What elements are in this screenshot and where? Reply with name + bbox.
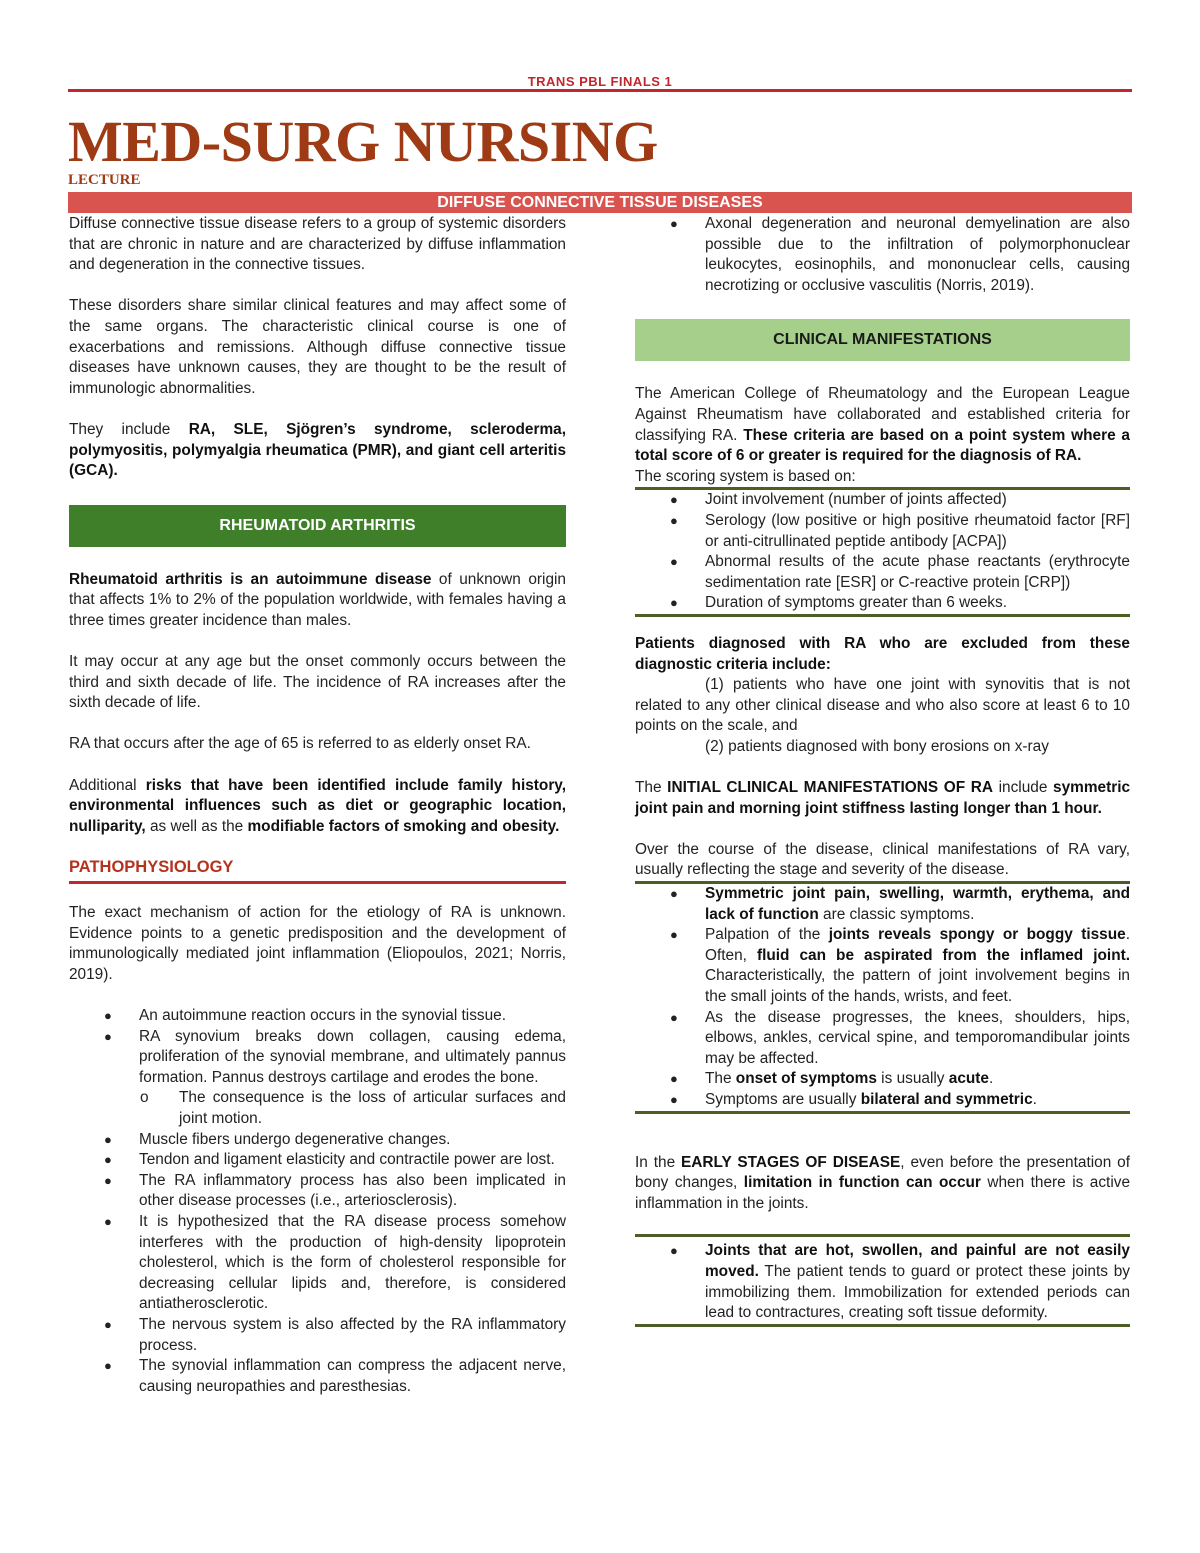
ra-onset: It may occur at any age but the onset commonly occurs between the third and sixth decade of life. The incidence of RA increases after the sixth decade of life. <box>69 653 566 712</box>
list-item: ● Axonal degeneration and neuronal demyelination are also possible due to the infiltration of polymorphonuclear leukocytes, eosinophils, and mononuclear cells, causing necrotizing or occlusive vasculitis (Norris, 2019). <box>670 215 1130 294</box>
list-item: ● RA synovium breaks down collagen, causing edema, proliferation of the synovial membrane, and ultimately pannus formation. Pannus destroys cartilage and erodes the bone. o The consequence is the loss of articular surfaces and joint motion. <box>69 1027 566 1130</box>
bullet-icon: ● <box>670 1009 678 1025</box>
document-subtitle: LECTURE <box>68 172 141 188</box>
left-column <box>69 214 566 1397</box>
list-item: ● Joints that are hot, swollen, and painful are not easily moved. The patient tends to guard or protect these joints by immobilizing them. Immobilization for extended periods can lead to contractures, creating soft tissue deformity. <box>670 1242 1130 1322</box>
list-item: ● An autoimmune reaction occurs in the synovial tissue. <box>69 1006 566 1027</box>
exclusion-2: (2) patients diagnosed with bony erosions on x-ray <box>705 737 1049 755</box>
intro-paragraph: Diffuse connective tissue disease refers to a group of systemic disorders that are chronic in nature and are characterized by diffuse inflammation and degeneration in the connective tissues. <box>69 215 566 274</box>
list-item: ● Serology (low positive or high positive rheumatoid factor [RF] or anti-citrullinated peptide antibody [ACPA]) <box>670 511 1130 550</box>
list-item: ● The RA inflammatory process has also been implicated in other disease processes (i.e., arteriosclerosis). <box>104 1171 566 1210</box>
scoring-intro: The scoring system is based on: <box>635 467 856 485</box>
document-title: MED-SURG NURSING <box>68 109 658 174</box>
clinical-manifestations-heading: CLINICAL MANIFESTATIONS <box>635 319 1130 361</box>
scoring-bullets <box>635 490 1130 614</box>
ra-elderly: RA that occurs after the age of 65 is referred to as elderly onset RA. <box>69 735 531 753</box>
bullet-icon: ● <box>104 1213 112 1229</box>
bullet-icon: ● <box>670 554 678 570</box>
ra-definition: Rheumatoid arthritis is an autoimmune disease of unknown origin that affects 1% to 2% of the population worldwide, with females having a three times greater incidence than males. <box>69 570 566 629</box>
bullet-icon: ● <box>670 1091 678 1107</box>
exclusion-1: (1) patients who have one joint with synovitis that is not related to any other clinical disease and who also score at least 6 to 10 points on the scale, and <box>635 676 1130 735</box>
bullet-icon: ● <box>670 886 678 902</box>
bullet-icon: ● <box>670 1071 678 1087</box>
symptom-bullets <box>635 884 1130 1111</box>
list-item: ● Symptoms are usually bilateral and symmetric. <box>635 1090 1130 1111</box>
initial-manifestations: The INITIAL CLINICAL MANIFESTATIONS OF RA include symmetric joint pain and morning joint stiffness lasting longer than 1 hour. <box>635 779 1131 817</box>
list-item: ● Joint involvement (number of joints affected) <box>635 490 1130 511</box>
bullet-icon: ● <box>104 1172 112 1188</box>
sub-list-item: o The consequence is the loss of articular surfaces and joint motion. <box>140 1089 566 1127</box>
ra-heading: RHEUMATOID ARTHRITIS <box>69 505 566 547</box>
list-item: ● Duration of symptoms greater than 6 weeks. <box>635 593 1130 614</box>
list-item: ● It is hypothesized that the RA disease process somehow interferes with the production of high-density lipoprotein cholesterol, which is the form of cholesterol responsible for decreasing cellular lipids and, therefore, is considered antiatherosclerotic. <box>104 1212 566 1313</box>
right-column <box>635 214 1130 1327</box>
list-item: ● The onset of symptoms is usually acute. <box>635 1069 1130 1090</box>
bullet-icon: ● <box>104 1008 112 1023</box>
axonal-bullets <box>635 214 1130 296</box>
list-item: ● As the disease progresses, the knees, shoulders, hips, elbows, ankles, cervical spine, and temporomandibular joints may be affected. <box>670 1008 1130 1067</box>
list-item: ● Tendon and ligament elasticity and contractile power are lost. <box>69 1150 566 1171</box>
patho-paragraph: The exact mechanism of action for the etiology of RA is unknown. Evidence points to a genetic predisposition and the development of immunologically mediated joint inflammation (Eliopoulos, 2021; Norris, 2019). <box>69 904 566 983</box>
exclusion-heading: Patients diagnosed with RA who are excluded from these diagnostic criteria include: <box>635 634 1130 673</box>
bullet-icon: ● <box>104 1028 112 1044</box>
bullet-icon: ● <box>104 1152 112 1168</box>
header-rule <box>68 89 1132 92</box>
patho-heading: PATHOPHYSIOLOGY <box>69 858 234 877</box>
bullet-icon: ● <box>670 1243 678 1259</box>
bullet-icon: ● <box>670 595 678 611</box>
joints-bullets <box>635 1241 1130 1323</box>
list-item: ● Abnormal results of the acute phase reactants (erythrocyte sedimentation rate [ESR] or C-reactive protein [CRP]) <box>670 553 1130 591</box>
bullet-icon: ● <box>670 927 678 943</box>
bullet-icon: ● <box>670 492 678 508</box>
bullet-icon: ● <box>104 1358 112 1374</box>
patho-bullets <box>69 1006 566 1397</box>
list-item: ● The synovial inflammation can compress the adjacent nerve, causing neuropathies and paresthesias. <box>104 1357 566 1395</box>
course-paragraph: Over the course of the disease, clinical manifestations of RA vary, usually reflecting the stage and severity of the disease. <box>635 840 1130 879</box>
criteria-paragraph: The American College of Rheumatology and the European League Against Rheumatism have collaborated and established criteria for classifying RA. These criteria are based on a point system where a total score of 6 or greater is required for the diagnosis of RA. <box>635 385 1130 465</box>
list-item: ● Symmetric joint pain, swelling, warmth, erythema, and lack of function are classic symptoms. <box>670 885 1130 923</box>
early-stages-paragraph: In the EARLY STAGES OF DISEASE, even before the presentation of bony changes, limitation in function can occur when there is active inflammation in the joints. <box>635 1153 1131 1212</box>
list-item: ● Palpation of the joints reveals spongy or boggy tissue. Often, fluid can be aspirated from the inflamed joint. Characteristically, the pattern of joint involvement begins in the small joints of the hands, wrists, and feet. <box>670 926 1130 1005</box>
bullet-icon: ● <box>670 512 678 528</box>
disorders-paragraph: These disorders share similar clinical features and may affect some of the same organs. The characteristic clinical course is one of exacerbations and remissions. Although diffuse connective tissue diseases have unknown causes, they are thought to be the result of immunologic abnormalities. <box>69 297 566 397</box>
bullet-icon: ● <box>670 216 678 231</box>
list-item: ● Muscle fibers undergo degenerative changes. <box>69 1130 566 1151</box>
list-item: ● The nervous system is also affected by the RA inflammatory process. <box>104 1315 566 1354</box>
joints-rule-top <box>635 1234 1130 1237</box>
bullet-icon: ● <box>104 1316 112 1332</box>
ra-risks: Additional risks that have been identified include family history, environmental influences such as diet or geographic location, nulliparity, as well as the modifiable factors of smoking and obesity. <box>69 776 566 835</box>
header-label: TRANS PBL FINALS 1 <box>527 74 673 89</box>
joints-rule-bottom <box>635 1324 1130 1327</box>
includes-paragraph: They include RA, SLE, Sjögren’s syndrome, scleroderma, polymyositis, polymyalgia rheumatica (PMR), and giant cell arteritis (GCA). <box>69 420 566 480</box>
section-banner: DIFFUSE CONNECTIVE TISSUE DISEASES <box>68 192 1132 213</box>
bullet-icon: ● <box>104 1131 112 1147</box>
sub-bullet-icon: o <box>140 1089 149 1107</box>
